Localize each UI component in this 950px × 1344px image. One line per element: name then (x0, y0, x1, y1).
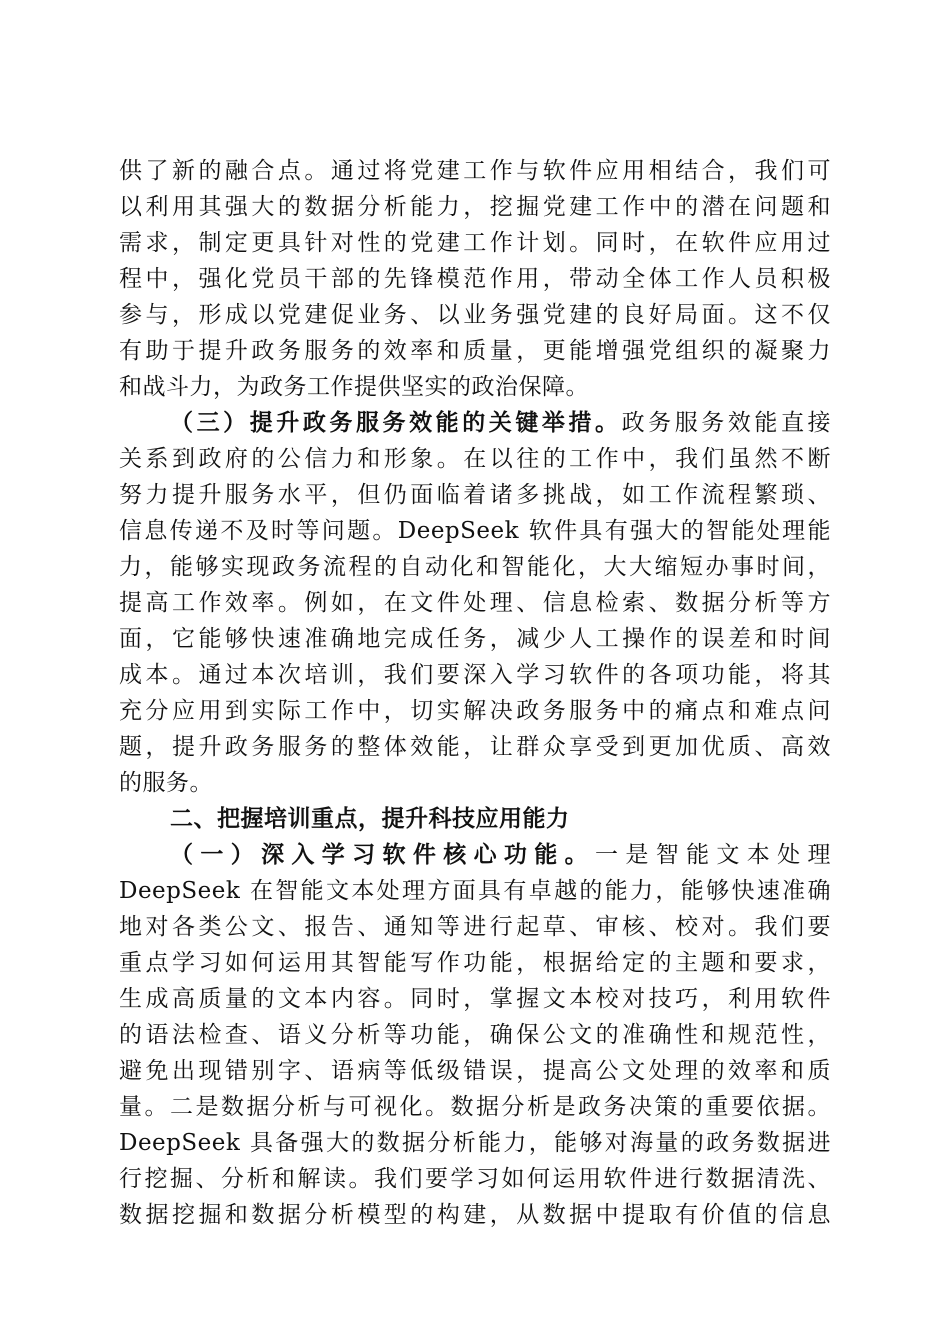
paragraph-line: 供了新的融合点。通过将党建工作与软件应用相结合，我们可 (119, 158, 831, 184)
paragraph-line: 提高工作效率。例如，在文件处理、信息检索、数据分析等方 (119, 590, 831, 616)
paragraph-line: 需求，制定更具针对性的党建工作计划。同时，在软件应用过 (119, 230, 831, 256)
paragraph-line: 行挖掘、分析和解读。我们要学习如何运用软件进行数据清洗、 (119, 1166, 831, 1192)
paragraph-line: 地对各类公文、报告、通知等进行起草、审核、校对。我们要 (119, 914, 831, 940)
paragraph-line: DeepSeek 具备强大的数据分析能力，能够对海量的政务数据进 (119, 1130, 831, 1156)
paragraph-line: 以利用其强大的数据分析能力，挖掘党建工作中的潜在问题和 (119, 194, 831, 220)
paragraph-line: 成本。通过本次培训，我们要深入学习软件的各项功能，将其 (119, 662, 831, 688)
paragraph-line: 数据挖掘和数据分析模型的构建，从数据中提取有价值的信息 (119, 1202, 831, 1228)
subsection-heading-one: （一）深入学习软件核心功能。 (170, 841, 595, 868)
paragraph-line: 信息传递不及时等问题。DeepSeek 软件具有强大的智能处理能 (119, 518, 831, 544)
section-one-lead-line (170, 835, 831, 875)
subsection-heading-three: （三）提升政务服务效能的关键举措。 (170, 409, 622, 436)
paragraph-line: 题，提升政务服务的整体效能，让群众享受到更加优质、高效 (119, 734, 831, 760)
paragraph-line: 参与，形成以党建促业务、以业务强党建的良好局面。这不仅 (119, 302, 831, 328)
paragraph-line: 面，它能够快速准确地完成任务，减少人工操作的误差和时间 (119, 626, 831, 652)
paragraph-text: 一是智能文本处理 (595, 842, 832, 868)
paragraph-line: 程中，强化党员干部的先锋模范作用，带动全体工作人员积极 (119, 266, 831, 292)
paragraph-line: 的服务。 (119, 770, 213, 796)
section-heading-two: 二、把握培训重点，提升科技应用能力 (170, 806, 570, 832)
paragraph-line: 关系到政府的公信力和形象。在以往的工作中，我们虽然不断 (119, 446, 831, 472)
paragraph-line: 和战斗力，为政务工作提供坚实的政治保障。 (119, 374, 589, 400)
paragraph-line: 的语法检查、语义分析等功能，确保公文的准确性和规范性， (119, 1022, 831, 1048)
paragraph-line: 充分应用到实际工作中，切实解决政务服务中的痛点和难点问 (119, 698, 831, 724)
paragraph-line: 力，能够实现政务流程的自动化和智能化，大大缩短办事时间， (119, 554, 831, 580)
paragraph-line: 有助于提升政务服务的效率和质量，更能增强党组织的凝聚力 (119, 338, 831, 364)
section-three-lead-line (170, 403, 831, 443)
paragraph-line: 生成高质量的文本内容。同时，掌握文本校对技巧，利用软件 (119, 986, 831, 1012)
paragraph-line: DeepSeek 在智能文本处理方面具有卓越的能力，能够快速准确 (119, 878, 831, 904)
paragraph-line: 避免出现错别字、语病等低级错误，提高公文处理的效率和质 (119, 1058, 831, 1084)
paragraph-line: 量。二是数据分析与可视化。数据分析是政务决策的重要依据。 (119, 1094, 831, 1120)
paragraph-line: 重点学习如何运用其智能写作功能，根据给定的主题和要求， (119, 950, 831, 976)
paragraph-line: 努力提升服务水平，但仍面临着诸多挑战，如工作流程繁琐、 (119, 482, 831, 508)
paragraph-text: 政务服务效能直接 (621, 410, 831, 436)
